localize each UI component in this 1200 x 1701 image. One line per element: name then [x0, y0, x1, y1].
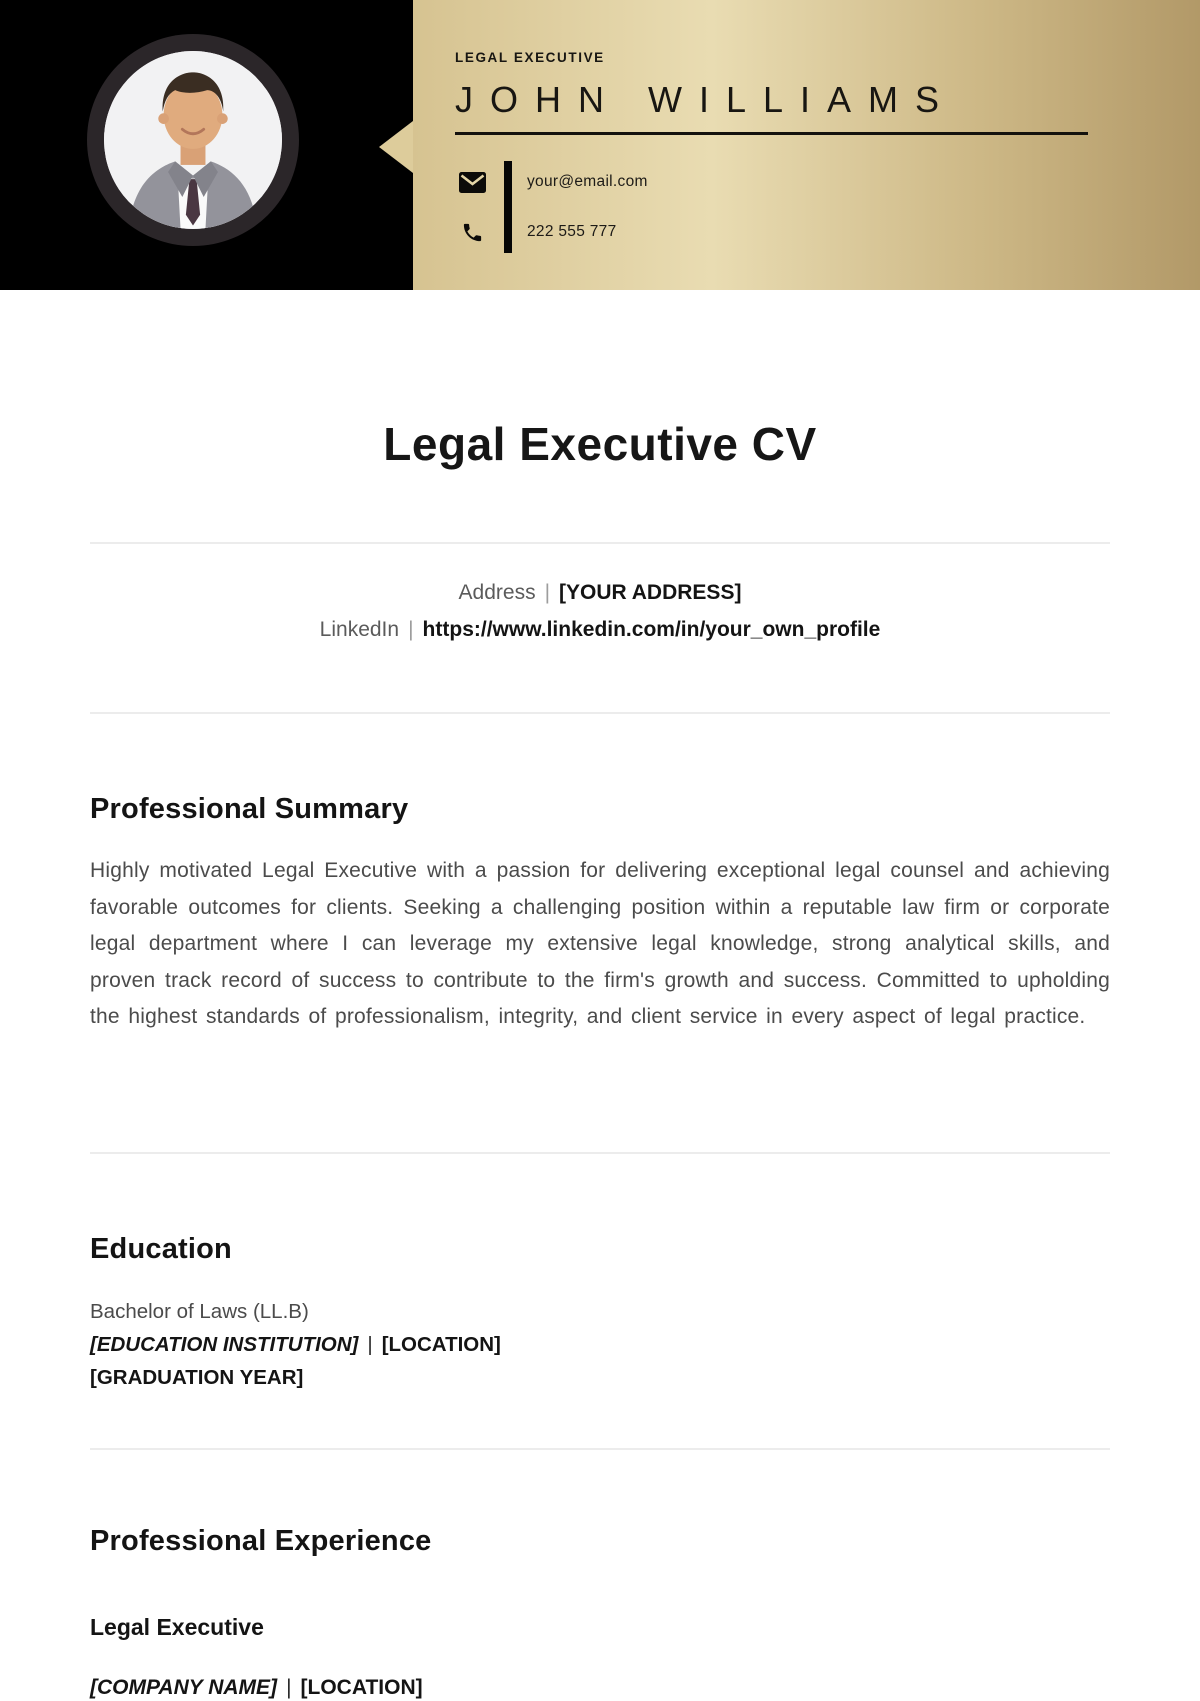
- phone-icon: [455, 221, 489, 244]
- linkedin-url: https://www.linkedin.com/in/your_own_profile: [422, 618, 881, 641]
- header-email-text: your@email.com: [527, 173, 648, 190]
- page-title: Legal Executive CV: [383, 418, 817, 470]
- experience-job-title: Legal Executive: [90, 1614, 264, 1640]
- experience-location: [LOCATION]: [300, 1676, 423, 1699]
- education-location: [LOCATION]: [381, 1333, 501, 1356]
- divider: [90, 1448, 1110, 1450]
- divider: [90, 712, 1110, 714]
- header-contact-block: [455, 161, 1200, 253]
- separator-pipe: |: [286, 1676, 292, 1699]
- name-underline-rule: [455, 132, 1088, 135]
- education-institution-line: [90, 1328, 1110, 1361]
- separator-pipe: |: [367, 1333, 373, 1356]
- profile-photo: [104, 51, 282, 229]
- gold-panel-pointer: [379, 121, 413, 173]
- contact-separator-bar: [504, 161, 512, 253]
- experience-company-line: [90, 1674, 1110, 1701]
- divider: [90, 542, 1110, 544]
- person-avatar-illustration: [104, 51, 282, 229]
- experience-section-heading: Professional Experience: [90, 1525, 432, 1557]
- header-person-name: JOHN WILLIAMS: [455, 79, 957, 120]
- header-phone-text: 222 555 777: [527, 223, 617, 240]
- address-label: Address: [458, 581, 536, 604]
- header-role-label: LEGAL EXECUTIVE: [455, 50, 605, 65]
- summary-paragraph: Highly motivated Legal Executive with a passion for delivering exceptional legal counsel and achieving favorable outcomes for clients. Seeking a challenging position within a reputable law firm or corporate legal department where I can leverage my extensive legal knowledge, strong analytical skills, and proven track record of success to contribute to the firm's growth and success. Committed to upholding the highest standards of professionalism, integrity, and client service in every aspect of legal practice.: [90, 859, 1110, 1028]
- separator-pipe: |: [408, 618, 414, 641]
- linkedin-label: LinkedIn: [319, 618, 400, 641]
- address-line: [90, 574, 1110, 611]
- education-section-heading: Education: [90, 1233, 232, 1265]
- cv-header: [0, 0, 1200, 290]
- header-gold-panel: [413, 0, 1200, 290]
- education-graduation-year: [GRADUATION YEAR]: [90, 1366, 304, 1389]
- education-degree: Bachelor of Laws (LL.B): [90, 1300, 309, 1323]
- education-institution: [EDUCATION INSTITUTION]: [90, 1333, 359, 1356]
- address-value: [YOUR ADDRESS]: [559, 581, 742, 604]
- education-entry: [90, 1295, 1110, 1394]
- separator-pipe: |: [544, 581, 551, 604]
- cv-document: [0, 418, 1200, 1701]
- linkedin-line: [90, 611, 1110, 648]
- envelope-icon: [455, 172, 489, 193]
- photo-ring: [87, 34, 299, 246]
- experience-company: [COMPANY NAME]: [90, 1676, 278, 1699]
- summary-section-heading: Professional Summary: [90, 793, 409, 825]
- divider: [90, 1152, 1110, 1154]
- contact-info-block: [90, 574, 1110, 648]
- header-photo-panel: [0, 0, 413, 290]
